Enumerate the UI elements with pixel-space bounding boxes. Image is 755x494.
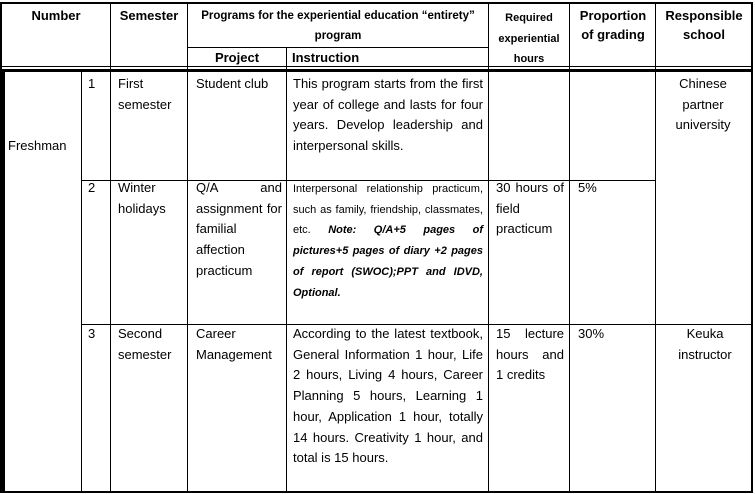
row1-semester: First semester bbox=[118, 76, 172, 112]
row2-instruction bbox=[293, 179, 483, 303]
row2-hours: 30 hours of field practicum bbox=[496, 180, 564, 237]
row1-number: 1 bbox=[88, 76, 96, 91]
row3-proportion: 30% bbox=[578, 326, 605, 341]
row1-project: Student club bbox=[196, 76, 269, 91]
header-number: Number bbox=[31, 8, 81, 23]
row3-semester: Second semester bbox=[118, 326, 172, 362]
group-label-freshman: Freshman bbox=[8, 138, 67, 153]
row1-instruction: This program starts from the first year of college and lasts for four years. Develop leadership and interpersonal skills. bbox=[293, 76, 483, 154]
vline-num bbox=[81, 70, 82, 493]
vline-semester bbox=[110, 2, 111, 493]
row3-number: 3 bbox=[88, 326, 96, 341]
vline-proportion bbox=[569, 2, 570, 493]
row2-semester: Winter holidays bbox=[118, 180, 166, 216]
row2-proportion: 5% bbox=[578, 180, 597, 195]
header-programs: Programs for the experiential education “entirety” program bbox=[201, 10, 475, 42]
row3-hours: 15 lecture hours and 1 credits bbox=[496, 326, 564, 383]
row2-instruction-note: Note: Q/A+5 pages of pictures+5 pages of diary +2 pages of report (SWOC);PPT and IDVD, Optional. bbox=[293, 224, 484, 299]
header-instruction: Instruction bbox=[292, 50, 360, 65]
vline-instruction bbox=[286, 47, 287, 493]
row3-instruction: According to the latest textbook, General Information 1 hour, Life 2 hours, Living 4 hours, Career Planning 5 hours, Learning 1 hour, Application 1 hour, totally 14 hours. Creativity 1 hour, and total is 15 hours. bbox=[293, 326, 483, 466]
header-school: Responsible school bbox=[665, 8, 743, 42]
row2-project: Q/A and assignment for familial affection practicum bbox=[196, 180, 282, 278]
vline-project bbox=[187, 2, 188, 493]
header-hours: Required experiential hours bbox=[498, 12, 560, 65]
border-top bbox=[0, 2, 753, 4]
row2-number: 2 bbox=[88, 180, 96, 195]
border-left-body bbox=[0, 70, 5, 493]
header-proportion: Proportion of grading bbox=[579, 8, 647, 42]
border-bottom bbox=[0, 491, 753, 493]
header-divider-thick bbox=[0, 69, 753, 72]
vline-school bbox=[655, 2, 656, 493]
row1-school: Chinese partner university bbox=[675, 76, 731, 133]
row2-instruction-text: Interpersonal relationship practicum, such as family, friendship, classmates, etc. bbox=[293, 183, 483, 237]
vline-hours bbox=[488, 2, 489, 493]
border-right bbox=[751, 2, 753, 493]
header-project: Project bbox=[214, 50, 260, 65]
row3-project: Career Management bbox=[196, 326, 272, 362]
header-semester: Semester bbox=[119, 8, 179, 23]
row3-school: Keuka instructor bbox=[678, 326, 732, 362]
